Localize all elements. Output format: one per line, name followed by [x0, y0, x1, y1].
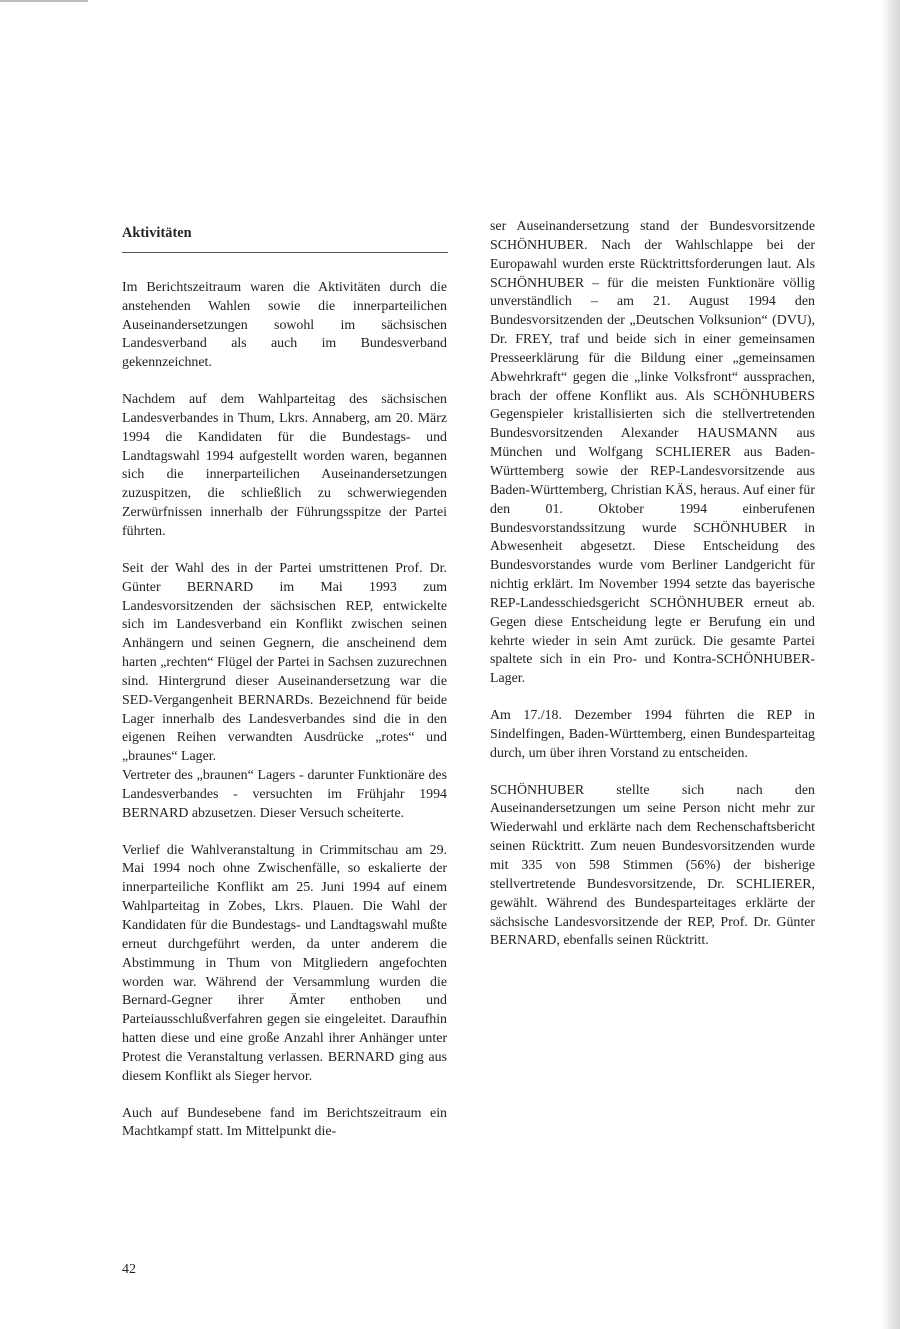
paragraph-intro: Im Berichtszeitraum waren die Aktivitäten durch die anstehenden Wahlen sowie die innerparteilichen Auseinandersetzungen sowohl im sächsischen Landesverband als auch im Bundesverband gekennzeichnet. [122, 279, 447, 371]
page-number: 42 [122, 1262, 136, 1277]
left-column [122, 224, 447, 1142]
paragraph-crimmitschau-zobes: Verlief die Wahlveranstaltung in Crimmitschau am 29. Mai 1994 noch ohne Zwischenfälle, so eskalierte der innerparteiliche Konflikt am 25. Juni 1994 auf einem Wahlparteitag in Zobes, Lkrs. Plauen. Die Wahl der Kandidaten für die Bundestags- und Landtagswahl mußte erneut durchgeführt werden, da unter anderem die Abstimmung in Thum von Mitgliedern angefochten worden war. Während der Versammlung wurden die Bernard-Gegner ihrer Ämter enthoben und Parteiausschlußverfahren gegen sie eingeleitet. Daraufhin hatten diese und eine große Anzahl ihrer Anhänger unter Protest die Veranstaltung verlassen. BERNARD ging aus diesem Konflikt als Sieger hervor. [122, 842, 447, 1084]
paragraph-sindelfingen-congress: Am 17./18. Dezember 1994 führten die REP in Sindelfingen, Baden-Württemberg, einen Bundesparteitag durch, um über ihren Vorstand zu entscheiden. [490, 708, 815, 761]
scan-edge-shadow [882, 0, 900, 1329]
right-column [490, 218, 815, 951]
top-edge-rule [0, 0, 88, 2]
paragraph-schoenhuber-conflict: ser Auseinandersetzung stand der Bundesvorsitzende SCHÖNHUBER. Nach der Wahlschlappe bei der Europawahl wurden erste Rücktrittsforderungen laut. Als SCHÖNHUBER – für die meisten Funktionäre völlig unverständlich – am 21. August 1994 den Bundesvorsitzenden der „Deutschen Volksunion“ (DVU), Dr. FREY, traf und beide sich in einer gemeinsamen Presseerklärung für die Bildung einer „gemeinsamen Abwehrkraft“ gegen die „linke Volksfront“ aussprachen, brach der offene Konflikt aus. Als SCHÖNHUBERS Gegenspieler kristallisierten sich die stellvertretenden Bundesvorsitzenden Alexander HAUSMANN aus München und Wolfgang SCHLIERER aus Baden-Württemberg sowie der REP-Landesvorsitzende aus Baden-Württemberg, Christian KÄS, heraus. Auf einer für den 01. Oktober 1994 einberufenen Bundesvorstandssitzung wurde SCHÖNHUBER in Abwesenheit abgesetzt. Diese Entscheidung des Bundesvorstandes wurde vom Berliner Landgericht für nichtig erklärt. Im November 1994 setzte das bayerische REP-Landesschiedsgericht SCHÖNHUBER erneut ab. Gegen diese Entscheidung legte er Berufung ein und kehrte wieder in sein Amt zurück. Die gesamte Partei spaltete sich in ein Pro- und Kontra-SCHÖNHUBER-Lager. [490, 219, 815, 687]
paragraph-braunes-lager: Vertreter des „braunen“ Lagers - darunter Funktionäre des Landesverbandes - versuchten im Frühjahr 1994 BERNARD abzusetzen. Dieser Versuch scheiterte. [122, 768, 447, 821]
paragraph-federal-power-struggle: Auch auf Bundesebene fand im Berichtszeitraum ein Machtkampf statt. Im Mittelpunkt die- [122, 1105, 447, 1140]
heading-rule [122, 252, 448, 253]
paragraph-bernard-conflict: Seit der Wahl des in der Partei umstrittenen Prof. Dr. Günter BERNARD im Mai 1993 zum Landesvorsitzenden der sächsischen REP, entwickelte sich im Landesverband ein Konflikt zwischen seinen Anhängern und seinen Gegnern, die anscheinend dem harten „rechten“ Flügel der Partei in Sachsen zuzurechnen sind. Hintergrund dieser Auseinandersetzung war die SED-Vergangenheit BERNARDs. Bezeichnend für beide Lager innerhalb des Landesverbandes sind die in den eigenen Reihen verwandten Ausdrücke „rotes“ und „braunes“ Lager. [122, 560, 447, 765]
section-heading: Aktivitäten [122, 225, 192, 241]
paragraph-thum-party-congress: Nachdem auf dem Wahlparteitag des sächsischen Landesverbandes in Thum, Lkrs. Annaberg, am 20. März 1994 die Kandidaten für die Bundestags- und Landtagswahl 1994 aufgestellt worden waren, begannen sich die innerparteilichen Auseinandersetzungen zuzuspitzen, die schließlich zu schwerwiegenden Zerwürfnissen innerhalb der Führungsspitze der Partei führten. [122, 392, 447, 539]
paragraph-schoenhuber-resignation: SCHÖNHUBER stellte sich nach den Auseinandersetzungen um seine Person nicht mehr zur Wiederwahl und erklärte nach dem Rechenschaftsbericht seinen Rücktritt. Zum neuen Bundesvorsitzenden wurde mit 335 von 598 Stimmen (56%) der bisherige stellvertretende Bundesvorsitzende, Dr. SCHLIERER, gewählt. Während des Bundesparteitages erklärte der sächsische Landesvorsitzende der REP, Prof. Dr. Günter BERNARD, ebenfalls seinen Rücktritt. [490, 782, 815, 949]
